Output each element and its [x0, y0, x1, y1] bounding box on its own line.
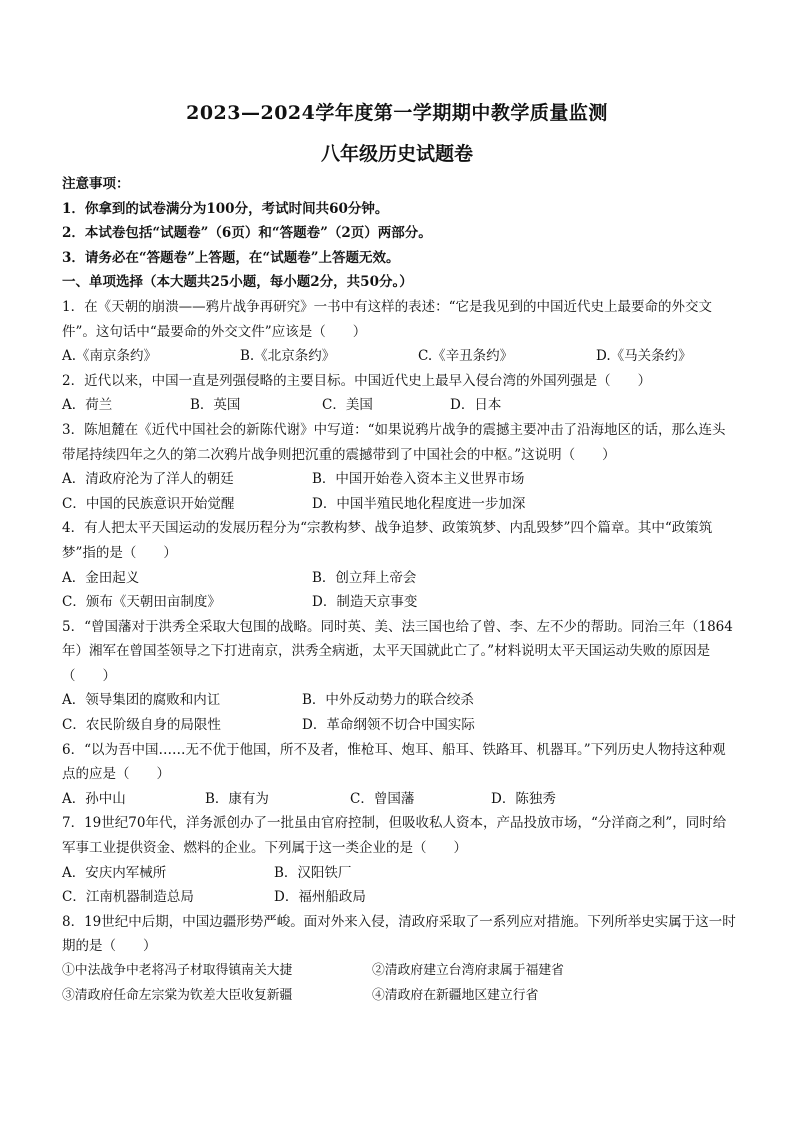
question-stem: 2．近代以来，中国一直是列强侵略的主要目标。中国近代史上最早入侵台湾的外国列强是（ ）	[62, 372, 652, 389]
option-c: C．曾国藩	[350, 790, 415, 807]
option-b: B.《北京条约》	[240, 348, 336, 365]
statement-4: ④清政府在新疆地区建立行省	[372, 987, 539, 1003]
option-a: A．金田起义	[62, 569, 140, 586]
statement-3: ③清政府任命左宗棠为钦差大臣收复新疆	[62, 987, 293, 1003]
option-a: A．清政府沦为了洋人的朝廷	[62, 471, 234, 488]
notice-heading: 注意事项：	[62, 176, 130, 192]
statement-2: ②清政府建立台湾府隶属于福建省	[372, 963, 564, 978]
option-a: A．孙中山	[62, 790, 126, 807]
question-stem: 6．“以为吾中国……无不优于他国，所不及者，惟枪耳、炮耳、船耳、铁路耳、机器耳。”下列历史人物持这种观点的应是（ ）	[62, 741, 726, 783]
question-options	[62, 393, 737, 418]
exam-title: 2023—2024学年度第一学期期中教学质量监测	[186, 102, 608, 124]
option-a: A．领导集团的腐败和内讧	[62, 692, 221, 709]
question-statements	[62, 984, 737, 1009]
question-options	[62, 566, 737, 591]
question-stem: 4．有人把太平天国运动的发展历程分为“宗教构梦、战争追梦、政策筑梦、内乱毁梦”四个篇章。其中“政策筑梦”指的是（ ）	[62, 520, 713, 561]
option-b: B．汉阳铁厂	[274, 864, 352, 881]
option-c: C．农民阶级自身的局限性	[62, 717, 221, 734]
option-a: A.《南京条约》	[62, 348, 158, 365]
question-stem: 5．“曾国藩对于洪秀全采取大包围的战略。同时英、美、法三国也给了曾、李、左不少的帮助。同治三年（1864年）湘军在曾国荃领导之下打进南京，洪秀全病逝，太平天国就此亡了。”材料说明太平天国运动失败的原因是（ ）	[62, 618, 733, 684]
option-c: C．江南机器制造总局	[62, 889, 194, 906]
exam-content	[62, 172, 737, 1008]
exam-subtitle: 八年级历史试题卷	[320, 143, 473, 165]
option-d: D．福州船政局	[274, 889, 366, 906]
question-stem: 8．19世纪中后期，中国边疆形势严峻。面对外来入侵，清政府采取了一系列应对措施。下列所举史实属于这一时期的是（ ）	[62, 913, 736, 955]
section-heading: 一、单项选择（本大题共25小题，每小题2分，共50分。）	[62, 274, 413, 291]
notice-item: 1．你拿到的试卷满分为100分，考试时间共60分钟。	[62, 200, 389, 217]
option-b: B．中国开始卷入资本主义世界市场	[312, 471, 525, 488]
option-b: B．创立拜上帝会	[312, 569, 417, 586]
option-c: C.《辛丑条约》	[418, 348, 514, 365]
option-d: D．中国半殖民地化程度进一步加深	[312, 495, 526, 512]
question-stem: 7．19世纪70年代，洋务派创办了一批虽由官府控制，但吸收私人资本，产品投放市场，“分洋商之利”，同时给军事工业提供资金、燃料的企业。下列属于这一类企业的是（ ）	[62, 815, 727, 857]
option-c: C．中国的民族意识开始觉醒	[62, 495, 235, 512]
question-options	[62, 713, 737, 738]
option-a: A．荷兰	[62, 397, 113, 414]
option-b: B．中外反动势力的联合绞杀	[302, 692, 474, 709]
option-b: B．英国	[190, 397, 241, 414]
notice-item: 2．本试卷包括“试题卷”（6页）和“答题卷”（2页）两部分。	[62, 225, 432, 242]
question-options	[62, 344, 737, 369]
option-d: D．制造天京事变	[312, 594, 418, 611]
statement-1: ①中法战争中老将冯子材取得镇南关大捷	[62, 963, 293, 978]
option-d: D．陈独秀	[491, 790, 556, 807]
option-c: C．颁布《天朝田亩制度》	[62, 594, 221, 611]
question-options	[62, 787, 737, 812]
option-d: D．日本	[450, 397, 502, 414]
question-options	[62, 492, 737, 517]
question-options	[62, 861, 737, 886]
option-d: D.《马关条约》	[596, 348, 692, 365]
question-statements	[62, 959, 737, 984]
option-b: B．康有为	[205, 790, 269, 807]
option-a: A．安庆内军械所	[62, 864, 167, 881]
question-options	[62, 590, 737, 615]
question-options	[62, 688, 737, 713]
option-d: D．革命纲领不切合中国实际	[302, 717, 475, 734]
question-options	[62, 885, 737, 910]
question-options	[62, 467, 737, 492]
notice-item: 3．请务必在“答题卷”上答题，在“试题卷”上答题无效。	[62, 249, 400, 266]
question-stem: 1．在《天朝的崩溃——鸦片战争再研究》一书中有这样的表述：“它是我见到的中国近代史上最要命的外交文件”。这句话中“最要命的外交文件”应该是（ ）	[62, 298, 712, 340]
option-c: C．美国	[322, 397, 373, 414]
question-stem: 3．陈旭麓在《近代中国社会的新陈代谢》中写道：“如果说鸦片战争的震撼主要冲击了沿海地区的话，那么连头带尾持续四年之久的第二次鸦片战争则把沉重的震撼带到了中国社会的中枢。”这说明（ ）	[62, 421, 726, 463]
